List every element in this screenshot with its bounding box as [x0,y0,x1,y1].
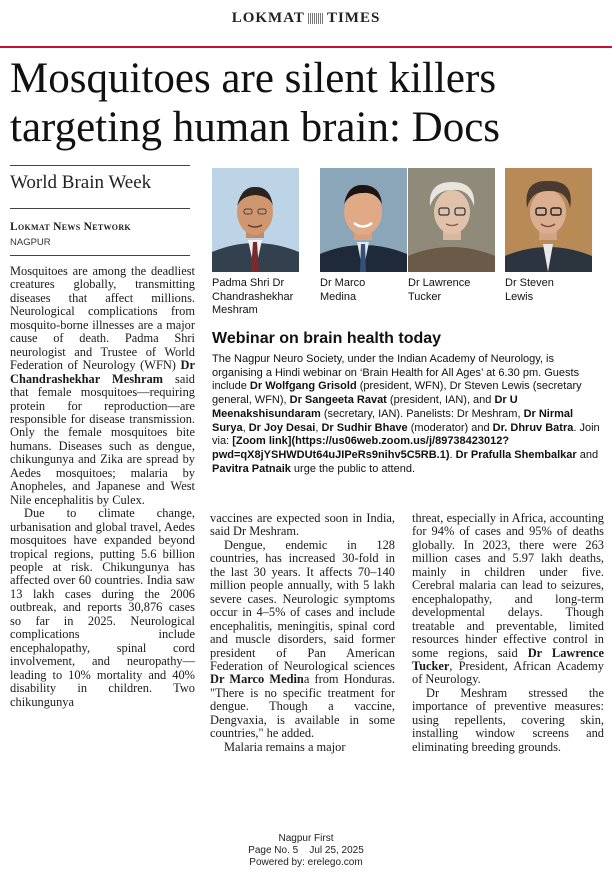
photo-caption: Dr Lawrence Tucker [408,277,471,303]
masthead-rule [0,46,612,48]
box-title: Webinar on brain health today [212,330,442,347]
box-bold-text: Dr Prafulla Shembalkar [455,448,577,461]
masthead-right: TIMES [326,10,381,26]
box-text: (moderator) and [407,421,493,434]
article-paragraph [210,512,395,539]
photo-marco-medina [320,168,407,272]
photo-steven-lewis [505,168,592,272]
box-bold-text: Pavitra Patnaik [212,462,291,475]
article-text: Due to climate change, urbanisation and global travel, Aedes mosquitoes have expanded beyond tropical regions, putting 5.6 billion people at risk. Chikungunya has affected over 60 countries. India saw 13 lakh cases during the 2006 outbreak, and reports 30,876 cases so far in 2025. Neurological complications include encephalopathy, spinal cord involvement, and neuropathy—leading to 10% mortality and 40% disability in children. Two chikungunya [10,506,195,709]
footer-edition: Nagpur First [278,833,334,844]
box-text: (secretary, IAN). Panelists: Dr Meshram, [320,407,524,420]
article-text: said that female mosquitoes—requiring protein for reproduction—are responsible for disease transmission. Only the female mosquitoes bite humans. Diseases such as dengue, chikungunya and Zika are spread by Aedes mosquitoes; malaria by Anopheles, and Japanese and West Nile encephalitis by Culex. [10,371,195,507]
box-text: . Join via: [212,421,600,448]
box-bold-text: [Zoom link](https://us06web.zoom.us/j/89738423012?pwd=qX8jYSHWDUt64uJIPeRs9nihv5C5RB.1) [212,435,510,461]
article-text: vaccines are expected soon in India, said Dr Meshram. [210,511,395,539]
box-text: (president, WFN), Dr Steven Lewis (secretary general, WFN), [212,380,582,407]
article-text: Dengue, endemic in 128 countries, has increased 30-fold in the last 30 years. It affects 70–140 million people annually, with 5 lakh severe cases. Neurologic symptoms occur in 4–5% of cases and include encephalitis, meningitis, spinal cord and muscle disorders, said former president of Pan American Federation of Neurological sciences [210,537,395,673]
article-paragraph [210,741,395,754]
article-bold-name: Dr Lawrence Tucker [412,645,604,673]
box-bold-text: Dr Joy Desai [248,421,316,434]
box-text: and [576,448,599,461]
masthead-left: LOKMAT [231,10,305,26]
article-paragraph [210,539,395,741]
divider [10,255,190,256]
headline: Mosquitoes are silent killers targeting human brain: Docs [10,55,501,151]
box-text: The Nagpur Neuro Society, under the Indian Academy of Neurology, is organising a Hindi webinar on ‘Brain Health for All Ages’ at 6.30 pm. Guests include [212,353,580,393]
box-bold-text: Dr Sangeeta Ravat [289,394,387,407]
article-text: a from Honduras. "There is no specific treatment for dengue. Though a vaccine, Dengvaxia, is available in some countries," he added. [210,672,396,741]
photo-caption: Dr Steven Lewis [505,277,554,303]
article-bold-name: Dr Marco Medin [210,672,304,687]
divider [10,165,190,166]
article-text: threat, especially in Africa, accounting for 94% of cases and 95% of deaths globally. In 2023, there were 263 million cases and 5.97 lakh deaths, mainly in children under five. Cerebral malaria can lead to seizures, encephalopathy, and long-term developmental delays. Though treatable and preventable, limited resources hinder effective control in some regions, said [412,511,604,660]
article-text: Mosquitoes are among the deadliest creatures globally, transmitting diseases that affect millions. Neurological complications from mosquito-borne illnesses are a major cause of death. Padma Shri neurologist and Trustee of World Federation of Neurology (WFN) [10,264,195,373]
footer-credit: Powered by: erelego.com [249,857,363,868]
article-paragraph [10,265,195,507]
box-bold-text: Dr Sudhir Bhave [321,421,408,434]
article-text: Malaria remains a major [224,739,346,754]
article-text: , President, African Academy of Neurology. [412,658,604,687]
article-column-1 [10,265,195,709]
photo-caption: Dr Marco Medina [320,277,366,303]
box-bold-text: Dr Wolfgang Grisold [249,380,357,393]
article-text: Dr Meshram stressed the importance of preventive measures: using repellents, covering skin, installing window screens and eliminating breeding grounds. [412,685,604,754]
photo-caption: Padma Shri Dr Chandrashekhar Meshram [212,277,294,316]
box-text: (president, IAN), and [386,394,495,407]
article-paragraph [412,512,604,687]
byline: Lokmat News Network [10,221,131,233]
box-bold-text: Dr Nirmal Surya [212,407,574,434]
box-bold-text: Dr. Dhruv Batra [492,421,574,434]
divider [10,208,190,209]
box-text: urge the public to attend. [290,462,416,475]
article-column-2 [210,512,395,754]
box-text: , [242,421,249,434]
article-paragraph [412,687,604,754]
article-column-3 [412,512,604,754]
emblem-icon [308,13,324,24]
kicker: World Brain Week [10,172,152,193]
article-bold-name: Dr Chandrashekhar Meshram [10,358,195,386]
box-text: , [315,421,322,434]
masthead [0,10,612,27]
dateline: NAGPUR [10,237,51,248]
photo-chandrashekhar-meshram [212,168,299,272]
box-body [212,353,604,476]
box-bold-text: Dr U Meenakshisundaram [212,394,518,420]
box-text: . [449,448,456,461]
photo-lawrence-tucker [408,168,495,272]
footer [0,833,612,869]
article-paragraph [10,507,195,709]
footer-page: Page No. 5 Jul 25, 2025 [248,845,364,856]
